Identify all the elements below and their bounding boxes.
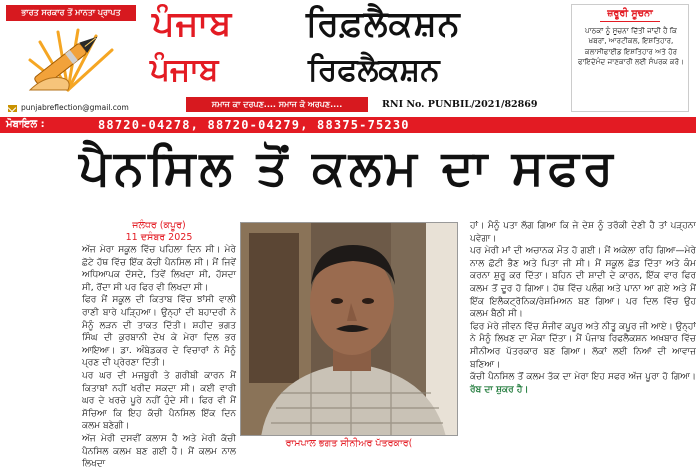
paragraph: ਅੱਜ ਮੇਰਾ ਸਕੂਲ ਵਿੱਚ ਪਹਿਲਾ ਦਿਨ ਸੀ। ਮੇਰੇ ਛੋਟੇ ਹੱਥ ਵਿੱਚ ਇੱਕ ਕੱਚੀ ਪੈਨਸਿਲ ਸੀ। ਮੈਂ ਜਿਵੇਂ ਅਧਿਆਪਕ ਦੱਸਦੇ, ਤਿਵੇਂ ਲਿਖਦਾ ਸੀ, ਹੱਸਦਾ ਸੀ, ਰੋਂਦਾ ਸੀ ਪਰ ਫਿਰ ਵੀ ਲਿਖਦਾ ਸੀ। [82,245,236,293]
paragraph: ਫਿਰ ਮੇਰੇ ਜੀਵਨ ਵਿੱਚ ਸੰਜੀਵ ਕਪੂਰ ਅਤੇ ਨੀਤੂ ਕਪੂਰ ਜੀ ਆਏ। ਉਨ੍ਹਾਂ ਨੇ ਮੈਨੂੰ ਲਿਖਣ ਦਾ ਮੌਕਾ ਦਿੱਤਾ। ਮੈਂ ਪੰਜਾਬ ਰਿਫਲੈਕਸ਼ਨ ਅਖ਼ਬਾਰ ਵਿੱਚ ਸੀਨੀਅਰ ਪੱਤਰਕਾਰ ਬਣ ਗਿਆ। ਲੋਕਾਂ ਲਈ ਨਿਆਂ ਦੀ ਆਵਾਜ਼ ਬਣਿਆ। [470,321,696,370]
notice-box [571,4,689,112]
email-text: punjabreflection@gmail.com [21,103,129,112]
recognition-tag: ਭਾਰਤ ਸਰਕਾਰ ਤੋਂ ਮਾਨਤਾ ਪ੍ਰਾਪਤ [6,5,136,21]
paragraph: ਪਰ ਮੇਰੀ ਮਾਂ ਦੀ ਅਚਾਨਕ ਮੌਤ ਹੋ ਗਈ। ਮੈਂ ਅਕੇਲਾ ਰਹਿ ਗਿਆ—ਮੇਰੇ ਨਾਲ ਛੋਟੀ ਭੈਣ ਅਤੇ ਪਿਤਾ ਜੀ ਸੀ। ਮੈਂ ਸਕੂਲ ਛੱਡ ਦਿੱਤਾ ਅਤੇ ਕੰਮ ਕਰਨਾ ਸ਼ੁਰੂ ਕਰ ਦਿੱਤਾ। ਬਹਿਨ ਦੀ ਸ਼ਾਦੀ ਦੇ ਕਾਰਨ, ਇੱਕ ਵਾਰ ਫਿਰ ਕਲਮ ਤੋਂ ਦੂਰ ਹੋ ਗਿਆ। ਹੱਥ ਵਿੱਚ ਪਲੰਗ ਅਤੇ ਪਾਨਾ ਆ ਗਏ ਅਤੇ ਮੈਂ ਇੱਕ ਇਲੈਕਟ੍ਰੋਨਿਕ/ਰੇਸ਼ਮਿਅਨ ਬਣ ਗਿਆ। ਪਰ ਦਿਲ ਵਿੱਚ ਉਹ ਕਲਮ ਬੈਠੀ ਸੀ। [470,246,696,320]
closing-accent: ਰੱਬ ਦਾ ਸ਼ੁਕਰ ਹੈ। [470,384,529,395]
mobile-numbers: 88720-04278, 88720-04279, 88375-75230 [98,118,410,132]
dateline-date: 11 ਦਸੰਬਰ 2025 [125,232,193,243]
masthead-title-red: ਪੰਜਾਬ [152,4,233,44]
email-icon [8,105,17,112]
masthead-title2-red: ਪੰਜਾਬ [150,52,219,88]
paragraph [470,371,696,396]
reporter-photo-image [241,223,458,436]
notice-title: ਜ਼ਰੂਰੀ ਸੂਚਨਾ [607,8,653,19]
masthead-title-black: ਰਿਫ਼ਲੈਕਸ਼ਨ [306,4,461,44]
paragraph: ਹਾਂ। ਮੈਨੂੰ ਪਤਾ ਲੱਗ ਗਿਆ ਕਿ ਜੇ ਦੇਸ਼ ਨੂੰ ਤਰੱਕੀ ਦੇਣੀ ਹੈ ਤਾਂ ਪੜ੍ਹਨਾ ਪਵੇਗਾ। [470,221,696,244]
left-column [82,220,236,468]
masthead-title2-black: ਰਿਫਲੈਕਸ਼ਨ [308,52,440,88]
paragraph: ਪਰ ਘਰ ਦੀ ਮਜਬੂਰੀ ਤੇ ਗਰੀਬੀ ਕਾਰਨ ਮੈਂ ਕਿਤਾਬਾਂ ਨਹੀਂ ਖਰੀਦ ਸਕਦਾ ਸੀ। ਕਈ ਵਾਰੀ ਘਰ ਦੇ ਖਰਚੇ ਪੂਰੇ ਨਹੀਂ ਹੁੰਦੇ ਸੀ। ਫਿਰ ਵੀ ਮੈਂ ਸੋਚਿਆ ਕਿ ਇਹ ਕੱਚੀ ਪੈਨਸਿਲ ਇੱਕ ਦਿਨ ਕਲਮ ਬਣੇਗੀ। [82,370,236,432]
paragraph: ਅੱਜ ਮੇਰੀ ਦਸਵੀਂ ਕਲਾਸ ਹੈ ਅਤੇ ਮੇਰੀ ਕੱਚੀ ਪੈਨਸਿਲ ਕਲਮ ਬਣ ਗਈ ਹੈ। ਮੈਂ ਕਲਮ ਨਾਲ ਲਿਖਦਾ [82,433,236,468]
masthead [0,0,696,117]
paragraph: ਫਿਰ ਮੈਂ ਸਕੂਲ ਦੀ ਕਿਤਾਬ ਵਿੱਚ ਝਾਂਸੀ ਵਾਲੀ ਰਾਣੀ ਬਾਰੇ ਪੜ੍ਹਿਆ। ਉਨ੍ਹਾਂ ਦੀ ਬਹਾਦਰੀ ਨੇ ਮੈਨੂੰ ਲੜਨ ਦੀ ਤਾਕਤ ਦਿੱਤੀ। ਸ਼ਹੀਦ ਭਗਤ ਸਿੰਘ ਦੀ ਕੁਰਬਾਨੀ ਦੇਖ ਕੇ ਮੇਰਾ ਦਿਲ ਭਰ ਆਇਆ। ਡਾ. ਅੰਬੇਡਕਰ ਦੇ ਵਿਚਾਰਾਂ ਨੇ ਮੈਨੂੰ ਪ੍ਰਣ ਦੀ ਪ੍ਰੇਰਣਾ ਦਿੱਤੀ। [82,295,236,369]
notice-text: ਪਾਠਕਾਂ ਨੂੰ ਸੂਚਨਾ ਦਿੱਤੀ ਜਾਂਦੀ ਹੈ ਕਿ ਖ਼ਬਰਾਂ, ਆਰਟੀਕਲ, ਇਸ਼ਤਿਹਾਰ, ਕਲਾਸੀਫਾਈਡ ਇਸ਼ਤਿਹਾਰ ਅਤੇ ਹੋਰ ਫਾਇਦੇਮੰਦ ਜਾਣਕਾਰੀ ਲਈ ਸੰਪਰਕ ਕਰੋ। [578,26,684,66]
dateline-place: ਜਲੰਧਰ (ਕਪੂਰ) [132,220,186,231]
mobile-label: ਮੋਬਾਇਲ : [6,119,45,130]
photo-caption: ਰਾਮਪਾਲ ਭਗਤ ਸੀਨੀਅਰ ਪੱਤਰਕਾਰ( [285,438,413,449]
rni-number: RNI No. PUNBIL/2021/82869 [382,99,538,110]
fountain-pen-logo-icon [10,20,130,98]
reporter-photo [240,222,458,436]
notice-divider [600,21,660,22]
right-column [470,220,696,396]
closing-line: ਕੱਚੀ ਪੈਨਸਿਲ ਤੋਂ ਕਲਮ ਤੱਕ ਦਾ ਮੇਰਾ ਇਹ ਸਫਰ ਅੱਜ ਪੂਰਾ ਹੋ ਗਿਆ। [470,372,696,383]
mobile-bar [0,117,696,133]
contact-email [8,103,129,112]
tagline: ਸਮਾਜ ਕਾ ਦਰਪਣ.... ਸਮਾਜ ਕੋ ਅਰਪਣ.... [186,97,368,112]
article-headline: ਪੈਨਸਿਲ ਤੋਂ ਕਲਮ ਦਾ ਸਫਰ [79,140,617,196]
